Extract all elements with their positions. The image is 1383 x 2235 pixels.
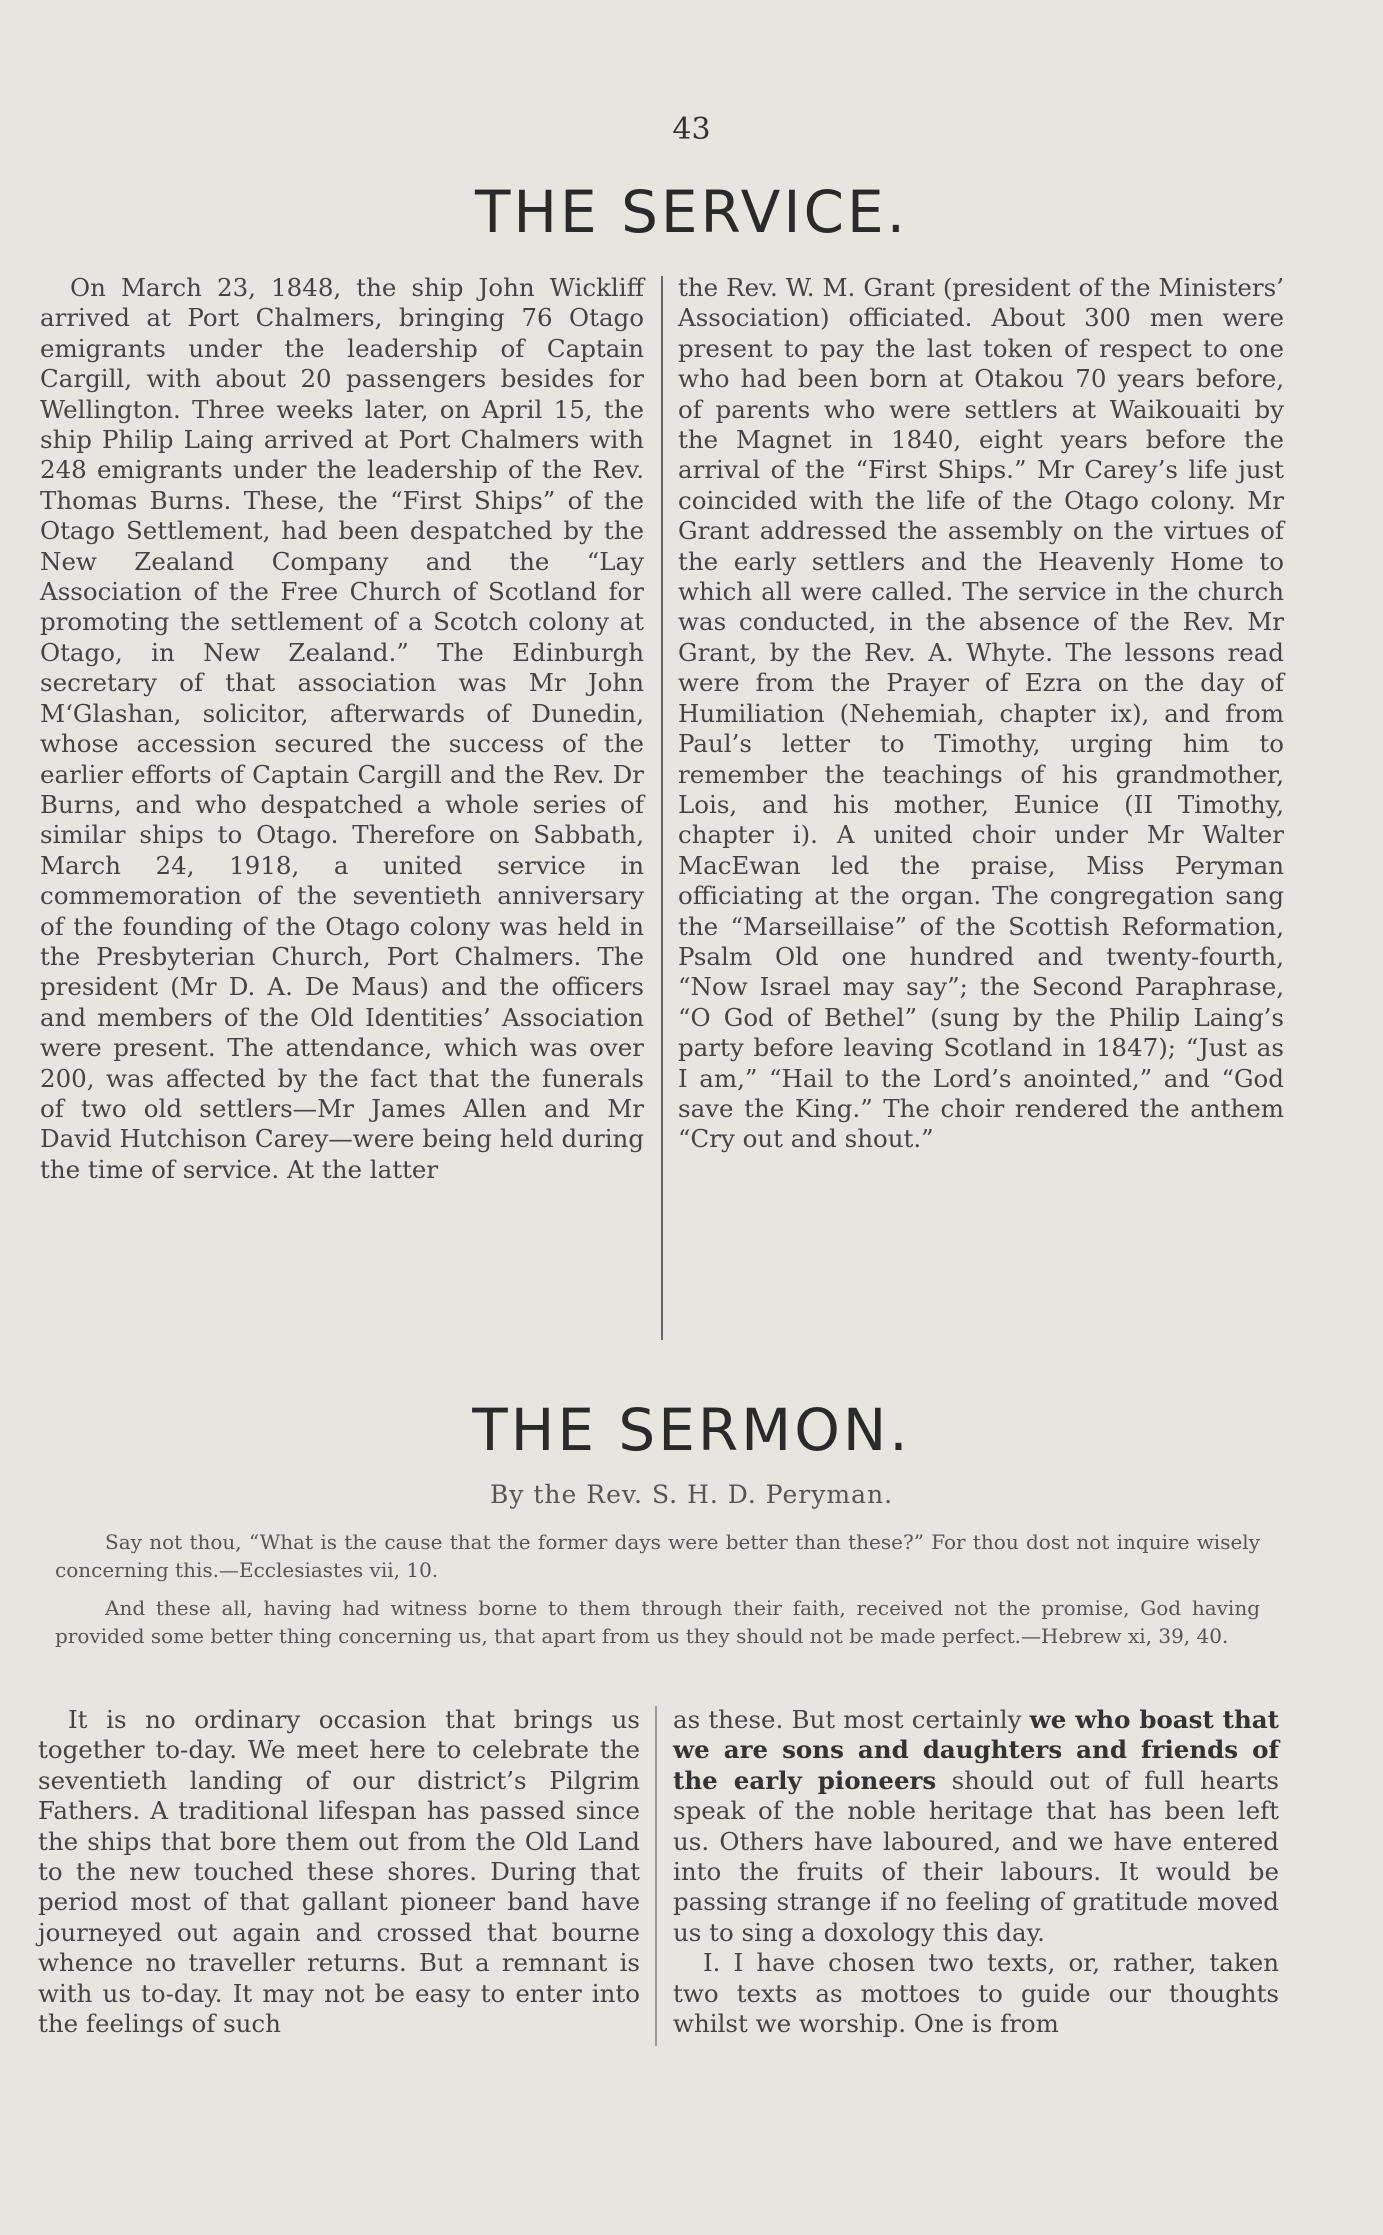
service-title: THE SERVICE.: [474, 178, 909, 246]
sermon-left-column: [38, 1705, 640, 2039]
service-left-text: On March 23, 1848, the ship John Wickliff arrived at Port Chalmers, bringing 76 Otago emigrants under the leadership of Captain Cargill, with about 20 passengers besides for Wellington. Three weeks later, on April 15, the ship Philip Laing arrived at Port Chalmers with 248 emigrants under the leadership of the Rev. Thomas Burns. These, the “First Ships” of the Otago Settlement, had been despatched by the New Zealand Company and the “Lay Association of the Free Church of Scotland for promoting the settlement of a Scotch colony at Otago, in New Zealand.” The Edinburgh secretary of that association was Mr John M‘Glashan, solicitor, afterwards of Dunedin, whose accession secured the success of the earlier efforts of Captain Cargill and the Rev. Dr Burns, and who despatched a whole series of similar ships to Otago. Therefore on Sabbath, March 24, 1918, a united service in commemoration of the seventieth anniversary of the founding of the Otago colony was held in the Presbyterian Church, Port Chalmers. The president (Mr D. A. De Maus) and the officers and members of the Old Identities’ Association were present. The attendance, which was over 200, was affected by the fact that the funerals of two old settlers—Mr James Allen and Mr David Hutchison Carey—were being held during the time of service. At the latter: [40, 273, 644, 1184]
service-right-text: the Rev. W. M. Grant (president of the Ministers’ Association) officiated. About 300 men were present to pay the last token of respect to one who had been born at Otakou 70 years before, of parents who were settlers at Waikouaiti by the Magnet in 1840, eight years before the arrival of the “First Ships.” Mr Carey’s life just coincided with the life of the Otago colony. Mr Grant addressed the assembly on the virtues of the early settlers and the Heavenly Home to which all were called. The service in the church was conducted, in the absence of the Rev. Mr Grant, by the Rev. A. Whyte. The lessons read were from the Prayer of Ezra on the day of Humiliation (Nehemiah, chapter ix), and from Paul’s letter to Timothy, urging him to remember the teachings of his grandmother, Lois, and his mother, Eunice (II Timothy, chapter i). A united choir under Mr Walter MacEwan led the praise, Miss Peryman officiating at the organ. The congregation sang the “Marseillaise” of the Scottish Reformation, Psalm Old one hundred and twenty-fourth, “Now Israel may say”; the Second Paraphrase, “O God of Bethel” (sung by the Philip Laing’s party before leaving Scotland in 1847); “Just as I am,” “Hail to the Lord’s anointed,” and “God save the King.” The choir rendered the anthem “Cry out and shout.”: [678, 273, 1284, 1154]
service-right-column: [678, 273, 1284, 1155]
sermon-right-end: should out of full hearts speak of the noble heritage that has been left us. Others have laboured, and we have entered into the fruits of their labours. It would be passing strange if no feeling of gratitude moved us to sing a doxology this day.: [673, 1765, 1279, 1947]
epigraph-hebrews-text: And these all, having had witness borne to them through their faith, received not the promise, God having provided some better thing concerning us, that apart from us they should not be made perfect.—Hebrew xi, 39, 40.: [55, 1596, 1260, 1648]
sermon-left-text: It is no ordinary occasion that brings us together to-day. We meet here to celebrate the seventieth landing of our district’s Pilgrim Fathers. A traditional lifespan has passed since the ships that bore them out from the Old Land to the new touched these shores. During that period most of that gallant pioneer band have journeyed out again and crossed that bourne whence no traveller returns. But a remnant is with us to-day. It may not be easy to enter into the feelings of such: [38, 1705, 640, 2039]
epigraph-hebrews: [55, 1594, 1260, 1650]
sermon-right-bold: we who boast that we are sons and daughters and friends of the early pioneers: [673, 1705, 1279, 1795]
sermon-right-column: [673, 1705, 1279, 2039]
sermon-title: THE SERMON.: [472, 1396, 911, 1464]
sermon-right-start: as these. But most certainly: [673, 1705, 1022, 1734]
epigraph-ecclesiastes: [55, 1528, 1260, 1584]
epigraph-ecclesiastes-text: Say not thou, “What is the cause that the former days were better than these?” For thou dost not inquire wisely concerning this.—Ecclesiastes vii, 10.: [55, 1530, 1260, 1582]
service-left-column: [40, 273, 644, 1185]
column-divider: [661, 276, 663, 1340]
sermon-right-paragraph-1: [673, 1705, 1279, 1948]
sermon-right-paragraph-2: I. I have chosen two texts, or, rather, taken two texts as mottoes to guide our thoughts whilst we worship. One is from: [673, 1948, 1279, 2039]
sermon-column-divider: [655, 1706, 657, 2046]
page-number: 43: [672, 112, 711, 147]
sermon-byline: By the Rev. S. H. D. Peryman.: [489, 1480, 894, 1509]
